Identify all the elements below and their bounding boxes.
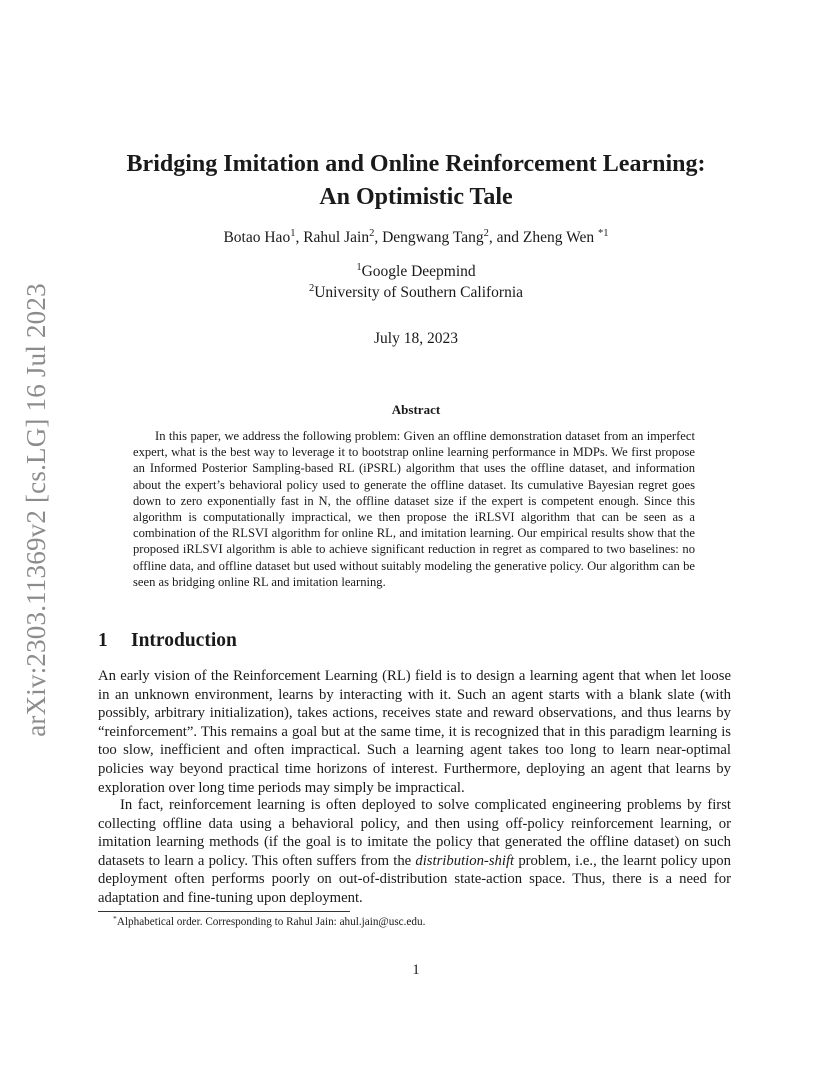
author-name: Dengwang Tang xyxy=(382,229,484,246)
paragraph-text: In fact, reinforcement learning is often deployed to solve complicated engineering problems by first collecting offline data using a behavioral policy, and then using off-policy reinforcement learning, or imitation learning methods (if the goal is to imitate the policy that generated the offline dataset) on such datasets to learn a policy. This often suffers from the xyxy=(98,797,731,869)
author-separator: , xyxy=(374,229,383,246)
author-name: Zheng Wen xyxy=(522,229,598,246)
abstract-text: In this paper, we address the following problem: Given an offline demonstration dataset from an imperfect expert, what is the best way to leverage it to bootstrap online learning performance in MDPs. We first propose an Informed Posterior Sampling-based RL (iPSRL) algorithm that uses the offline dataset, and information about the expert’s behavioral policy used to generate the offline dataset. Its cumulative Bayesian regret goes down to zero exponentially fast in N, the offline dataset size if the expert is competent enough. Since this algorithm is computationally impractical, we then propose the iRLSVI algorithm that can be seen as a combination of the RLSVI algorithm for online RL, and imitation learning. Our empirical results show that the proposed iRLSVI algorithm is able to achieve significant reduction in regret as compared to two baselines: no offline data, and offline dataset but used without suitably modeling the generative policy. Our algorithm can be seen as bridging online RL and imitation learning. xyxy=(133,429,695,589)
intro-paragraph-2 xyxy=(98,796,731,908)
affiliation-item xyxy=(96,282,736,303)
author-affiliation-mark: 1 xyxy=(290,228,296,240)
page-number: 1 xyxy=(412,962,420,978)
affiliation-item xyxy=(96,261,736,282)
author-name: Botao Hao xyxy=(223,229,291,246)
paragraph-text: problem, i.e., the learnt policy upon deployment often performs poorly on out-of-distribution state-action space. Thus, there is a need for adaptation and fine-tuning upon deployment. xyxy=(98,852,731,906)
author-list xyxy=(96,229,736,247)
author-separator: , and xyxy=(488,229,523,246)
footnote-mark: * xyxy=(113,913,117,923)
arxiv-identifier-stamp: arXiv:2303.11369v2 [cs.LG] 16 Jul 2023 xyxy=(21,283,51,737)
footnote xyxy=(113,913,426,928)
section-title: Introduction xyxy=(131,630,237,651)
title-line-2: An Optimistic Tale xyxy=(319,184,513,210)
footnote-rule xyxy=(98,911,350,912)
affiliation-text: Google Deepmind xyxy=(361,263,476,280)
title-line-1: Bridging Imitation and Online Reinforcement Learning: xyxy=(126,151,706,177)
section-heading xyxy=(98,630,237,652)
intro-paragraph-1: An early vision of the Reinforcement Learning (RL) field is to design a learning agent that when let loose in an unknown environment, learns by interacting with it. Such an agent starts with a blank slate (with possibly, arbitrary initialization), takes actions, receives state and reward observations, and thus learns by “reinforcement”. This remains a goal but at the same time, it is recognized that in this paradigm learning is too slow, inefficient and often impractical. Such a learning agent takes too long to learn near-optimal policies way beyond practical time horizons of interest. Furthermore, deploying an agent that learns by exploration over long time periods may simply be impractical. xyxy=(98,668,731,796)
footnote-text: Alphabetical order. Corresponding to Rahul Jain: ahul.jain@usc.edu. xyxy=(116,916,426,928)
author-separator: , xyxy=(295,229,304,246)
publication-date: July 18, 2023 xyxy=(374,330,458,347)
affiliation-list xyxy=(96,261,736,303)
affiliation-text: University of Southern California xyxy=(314,284,524,301)
author-affiliation-mark: *1 xyxy=(598,228,609,240)
affiliation-mark: 1 xyxy=(356,262,362,274)
author-affiliation-mark: 2 xyxy=(369,228,375,240)
author-affiliation-mark: 2 xyxy=(483,228,489,240)
affiliation-mark: 2 xyxy=(308,283,315,295)
paper-title xyxy=(96,148,736,214)
emphasized-term: distribution-shift xyxy=(415,852,515,869)
abstract-heading: Abstract xyxy=(391,402,441,417)
author-name: Rahul Jain xyxy=(303,229,370,246)
section-number: 1 xyxy=(98,630,108,651)
